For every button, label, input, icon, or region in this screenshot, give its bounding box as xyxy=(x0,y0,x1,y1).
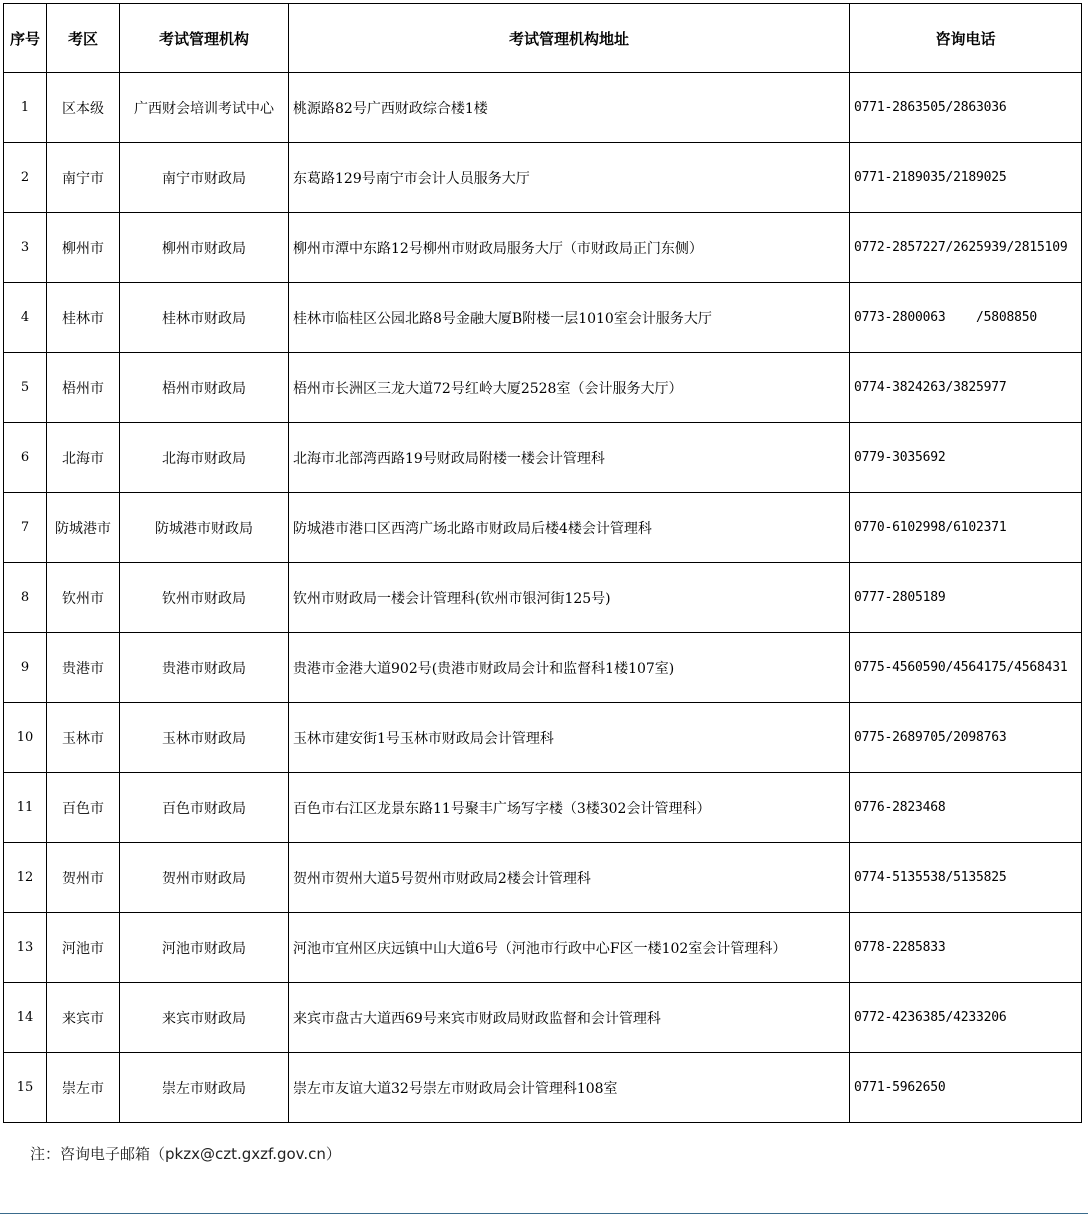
contact-phone: 0777-2805189 xyxy=(850,563,1082,633)
exam-area: 桂林市 xyxy=(47,283,120,353)
exam-org: 北海市财政局 xyxy=(120,423,289,493)
row-number: 2 xyxy=(4,143,47,213)
exam-area: 北海市 xyxy=(47,423,120,493)
table-row xyxy=(4,913,1082,983)
exam-org: 河池市财政局 xyxy=(120,913,289,983)
org-address: 玉林市建安街1号玉林市财政局会计管理科 xyxy=(289,703,850,773)
exam-area: 玉林市 xyxy=(47,703,120,773)
table-row xyxy=(4,493,1082,563)
table-row xyxy=(4,983,1082,1053)
exam-area: 防城港市 xyxy=(47,493,120,563)
exam-area: 南宁市 xyxy=(47,143,120,213)
org-address: 百色市右江区龙景东路11号聚丰广场写字楼（3楼302会计管理科） xyxy=(289,773,850,843)
table-row xyxy=(4,1053,1082,1123)
contact-phone: 0772-2857227/2625939/2815109 xyxy=(850,213,1082,283)
header-area: 考区 xyxy=(47,4,120,73)
exam-org: 贺州市财政局 xyxy=(120,843,289,913)
table-row xyxy=(4,353,1082,423)
table-row xyxy=(4,633,1082,703)
table-row xyxy=(4,423,1082,493)
contact-phone: 0774-3824263/3825977 xyxy=(850,353,1082,423)
exam-area: 贵港市 xyxy=(47,633,120,703)
exam-area: 来宾市 xyxy=(47,983,120,1053)
row-number: 14 xyxy=(4,983,47,1053)
org-address: 钦州市财政局一楼会计管理科(钦州市银河街125号) xyxy=(289,563,850,633)
table-row xyxy=(4,283,1082,353)
org-address: 防城港市港口区西湾广场北路市财政局后楼4楼会计管理科 xyxy=(289,493,850,563)
header-phone: 咨询电话 xyxy=(850,4,1082,73)
exam-org: 贵港市财政局 xyxy=(120,633,289,703)
contact-phone: 0775-4560590/4564175/4568431 xyxy=(850,633,1082,703)
header-org: 考试管理机构 xyxy=(120,4,289,73)
exam-org: 南宁市财政局 xyxy=(120,143,289,213)
bottom-divider xyxy=(0,1213,1088,1214)
table-row xyxy=(4,773,1082,843)
row-number: 4 xyxy=(4,283,47,353)
exam-org: 广西财会培训考试中心 xyxy=(120,73,289,143)
exam-area: 柳州市 xyxy=(47,213,120,283)
table-row xyxy=(4,563,1082,633)
org-address: 河池市宜州区庆远镇中山大道6号（河池市行政中心F区一楼102室会计管理科） xyxy=(289,913,850,983)
row-number: 7 xyxy=(4,493,47,563)
org-address: 桂林市临桂区公园北路8号金融大厦B附楼一层1010室会计服务大厅 xyxy=(289,283,850,353)
contact-phone: 0771-5962650 xyxy=(850,1053,1082,1123)
header-no: 序号 xyxy=(4,4,47,73)
table-header-row xyxy=(4,4,1082,73)
table-row xyxy=(4,843,1082,913)
contact-phone: 0773-2800063 /5808850 xyxy=(850,283,1082,353)
contact-phone: 0776-2823468 xyxy=(850,773,1082,843)
exam-area: 梧州市 xyxy=(47,353,120,423)
contact-phone: 0771-2189035/2189025 xyxy=(850,143,1082,213)
row-number: 1 xyxy=(4,73,47,143)
exam-org: 梧州市财政局 xyxy=(120,353,289,423)
row-number: 10 xyxy=(4,703,47,773)
exam-org: 玉林市财政局 xyxy=(120,703,289,773)
exam-area: 百色市 xyxy=(47,773,120,843)
contact-phone: 0770-6102998/6102371 xyxy=(850,493,1082,563)
org-address: 东葛路129号南宁市会计人员服务大厅 xyxy=(289,143,850,213)
row-number: 3 xyxy=(4,213,47,283)
exam-org: 百色市财政局 xyxy=(120,773,289,843)
org-address: 桃源路82号广西财政综合楼1楼 xyxy=(289,73,850,143)
contact-phone: 0775-2689705/2098763 xyxy=(850,703,1082,773)
row-number: 8 xyxy=(4,563,47,633)
row-number: 11 xyxy=(4,773,47,843)
org-address: 柳州市潭中东路12号柳州市财政局服务大厅（市财政局正门东侧） xyxy=(289,213,850,283)
row-number: 15 xyxy=(4,1053,47,1123)
contact-phone: 0778-2285833 xyxy=(850,913,1082,983)
contact-phone: 0771-2863505/2863036 xyxy=(850,73,1082,143)
exam-area: 钦州市 xyxy=(47,563,120,633)
org-address: 崇左市友谊大道32号崇左市财政局会计管理科108室 xyxy=(289,1053,850,1123)
exam-area: 贺州市 xyxy=(47,843,120,913)
exam-area: 河池市 xyxy=(47,913,120,983)
org-address: 来宾市盘古大道西69号来宾市财政局财政监督和会计管理科 xyxy=(289,983,850,1053)
contact-phone: 0772-4236385/4233206 xyxy=(850,983,1082,1053)
table-row xyxy=(4,703,1082,773)
exam-org: 来宾市财政局 xyxy=(120,983,289,1053)
exam-org: 崇左市财政局 xyxy=(120,1053,289,1123)
row-number: 12 xyxy=(4,843,47,913)
contact-table-container xyxy=(3,3,1082,1123)
exam-org: 柳州市财政局 xyxy=(120,213,289,283)
exam-org: 防城港市财政局 xyxy=(120,493,289,563)
exam-area: 区本级 xyxy=(47,73,120,143)
contact-phone: 0774-5135538/5135825 xyxy=(850,843,1082,913)
row-number: 13 xyxy=(4,913,47,983)
contact-phone: 0779-3035692 xyxy=(850,423,1082,493)
org-address: 北海市北部湾西路19号财政局附楼一楼会计管理科 xyxy=(289,423,850,493)
row-number: 5 xyxy=(4,353,47,423)
exam-office-contact-table xyxy=(3,3,1082,1123)
exam-org: 钦州市财政局 xyxy=(120,563,289,633)
table-row xyxy=(4,73,1082,143)
contact-email-note: 注：咨询电子邮箱（pkzx@czt.gxzf.gov.cn） xyxy=(30,1145,341,1163)
org-address: 贵港市金港大道902号(贵港市财政局会计和监督科1楼107室) xyxy=(289,633,850,703)
exam-org: 桂林市财政局 xyxy=(120,283,289,353)
row-number: 6 xyxy=(4,423,47,493)
table-row xyxy=(4,143,1082,213)
header-address: 考试管理机构地址 xyxy=(289,4,850,73)
table-row xyxy=(4,213,1082,283)
row-number: 9 xyxy=(4,633,47,703)
exam-area: 崇左市 xyxy=(47,1053,120,1123)
org-address: 贺州市贺州大道5号贺州市财政局2楼会计管理科 xyxy=(289,843,850,913)
org-address: 梧州市长洲区三龙大道72号红岭大厦2528室（会计服务大厅） xyxy=(289,353,850,423)
